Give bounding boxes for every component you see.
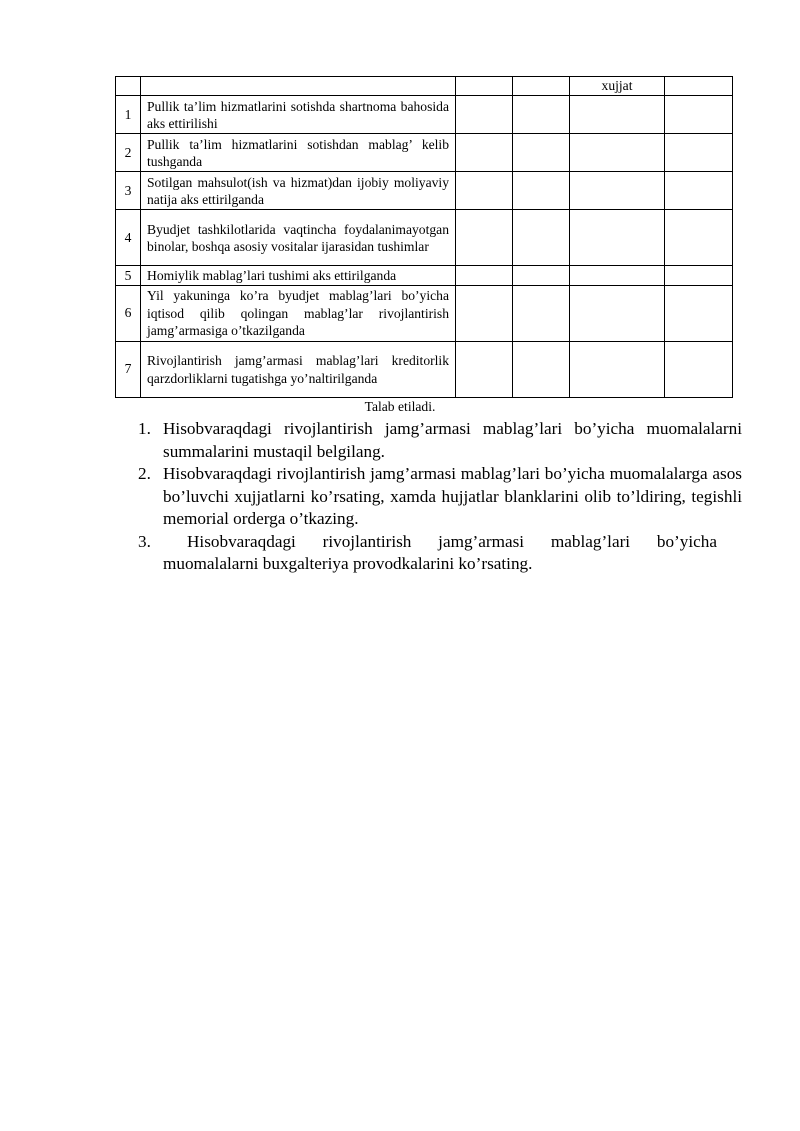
task-number: 1. xyxy=(138,419,151,438)
table-cell xyxy=(116,77,141,96)
table-cell xyxy=(513,172,570,210)
table-cell xyxy=(665,341,733,397)
table-cell xyxy=(665,96,733,134)
table-cell xyxy=(570,96,665,134)
table-row xyxy=(116,341,733,397)
table-cell xyxy=(513,341,570,397)
row-number: 3 xyxy=(116,172,141,210)
table-cell xyxy=(513,134,570,172)
table-cell xyxy=(513,285,570,341)
table-cell xyxy=(456,77,513,96)
task-number: 3. xyxy=(138,531,151,551)
table-cell xyxy=(665,77,733,96)
table-cell xyxy=(665,210,733,266)
task-number: 2. xyxy=(138,464,151,483)
table-cell xyxy=(456,341,513,397)
row-number: 5 xyxy=(116,266,141,286)
row-number: 7 xyxy=(116,341,141,397)
operation-description: Sotilgan mahsulot(ish va hizmat)dan ijobiy moliyaviy natija aks ettirilganda xyxy=(141,172,456,210)
table-row xyxy=(116,96,733,134)
table-cell xyxy=(570,266,665,286)
task-item xyxy=(138,418,742,463)
table-cell xyxy=(665,285,733,341)
table-cell xyxy=(456,134,513,172)
task-text: Hisobvaraqdagi rivojlantirish jamg’armasi mablag’lari bo’yicha muomalalarga asos bo’luvchi xujjatlarni ko’rsating, xamda hujjatlar blanklarini olib to’ldiring, tegishli memorial orderga o’tkazing. xyxy=(163,464,742,528)
operation-description: Byudjet tashkilotlarida vaqtincha foydalanimayotgan binolar, boshqa asosiy vositalar ijarasidan tushimlar xyxy=(141,210,456,266)
table-cell xyxy=(570,172,665,210)
row-number: 6 xyxy=(116,285,141,341)
task-list xyxy=(138,418,742,576)
table-cell xyxy=(141,77,456,96)
table-cell xyxy=(513,210,570,266)
table-cell xyxy=(513,266,570,286)
table-row xyxy=(116,172,733,210)
requirements-caption: Talab etiladi. xyxy=(364,399,436,414)
row-number: 4 xyxy=(116,210,141,266)
operation-description: Rivojlantirish jamg’armasi mablag’lari kreditorlik qarzdorliklarni tugatishga yo’naltirilganda xyxy=(141,341,456,397)
table-cell xyxy=(456,266,513,286)
table-row xyxy=(116,266,733,286)
row-number: 2 xyxy=(116,134,141,172)
table-cell xyxy=(456,210,513,266)
document-column-header: xujjat xyxy=(570,77,665,96)
operation-description: Pullik ta’lim hizmatlarini sotishdan mablag’ kelib tushganda xyxy=(141,134,456,172)
table-cell xyxy=(570,134,665,172)
operation-description: Pullik ta’lim hizmatlarini sotishda shartnoma bahosida aks ettirilishi xyxy=(141,96,456,134)
task-item xyxy=(138,463,742,531)
table-cell xyxy=(570,341,665,397)
table-cell xyxy=(665,134,733,172)
task-item xyxy=(138,531,742,576)
table-cell xyxy=(665,172,733,210)
operation-description: Homiylik mablag’lari tushimi aks ettirilganda xyxy=(141,266,456,286)
table-row xyxy=(116,134,733,172)
table-cell xyxy=(513,96,570,134)
table-cell xyxy=(513,77,570,96)
table-cell xyxy=(570,285,665,341)
table-cell xyxy=(456,172,513,210)
operation-description: Yil yakuninga ko’ra byudjet mablag’lari bo’yicha iqtisod qilib qolingan mablag’lar rivojlantirish jamg’armasiga o’tkazilganda xyxy=(141,285,456,341)
table-cell xyxy=(665,266,733,286)
table-header-row xyxy=(116,77,733,96)
table-row xyxy=(116,285,733,341)
table-row xyxy=(116,210,733,266)
table-cell xyxy=(456,96,513,134)
row-number: 1 xyxy=(116,96,141,134)
table-cell xyxy=(456,285,513,341)
task-text: Hisobvaraqdagi rivojlantirish jamg’armasi mablag’lari bo’yicha muomalalarni summalarini mustaqil belgilang. xyxy=(163,419,742,461)
task-text: Hisobvaraqdagi rivojlantirish jamg’armasi mablag’lari bo’yicha muomalalarni buxgalteriya provodkalarini ko’rsating. xyxy=(163,531,717,573)
operations-table xyxy=(115,76,733,398)
table-cell xyxy=(570,210,665,266)
